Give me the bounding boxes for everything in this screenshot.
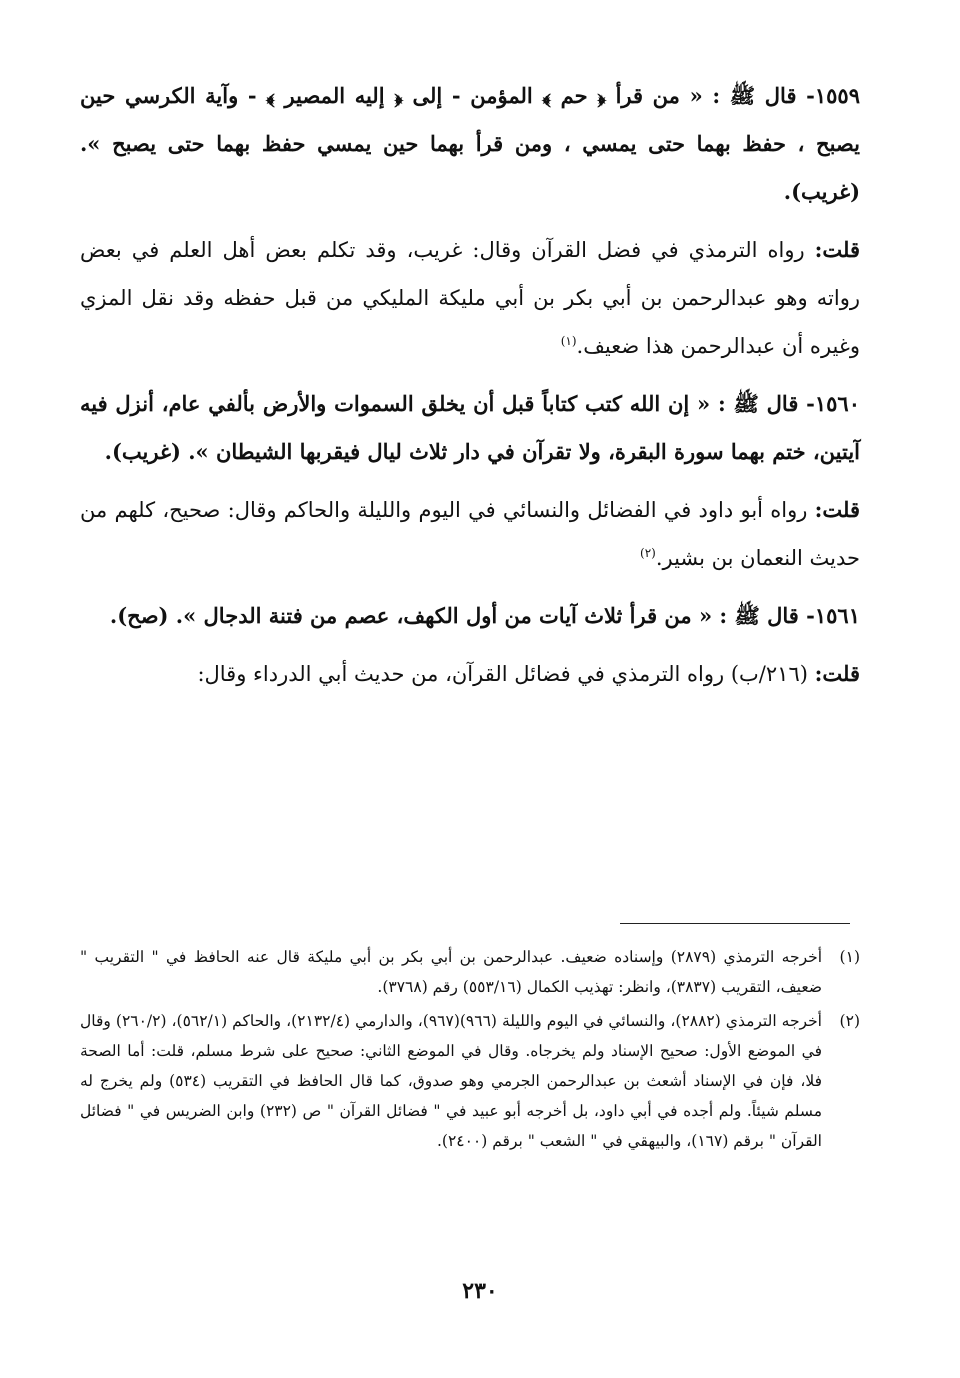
commentary-1559 — [80, 226, 860, 370]
footnote-ref[interactable]: (٢) — [640, 546, 656, 560]
qult-label: قلت: — [814, 497, 860, 522]
qult-label: قلت: — [814, 237, 860, 262]
main-text — [80, 72, 860, 698]
qult-label: قلت: — [814, 661, 860, 686]
footnote-separator — [620, 923, 850, 924]
footnote-text: أخرجه الترمذي (٢٨٨٢)، والنسائي في اليوم والليلة (٩٦٦)(٩٦٧)، والدارمي (٢١٣٢/٤)، والحاكم (٥٦٢/١)، (٢٦٠/٢) وقال في الموضع الأول: صحيح الإسناد ولم يخرجاه. وقال في الموضع الثاني: صحيح على شرط مسلم، قلت: أما الصحة فلا، فإن في الإسناد أشعث بن عبدالرحمن الجرمي وهو صدوق، كما قال الحافظ في التقريب (٥٣٤) ولم يخرج له مسلم شيئاً. ولم أجده في أبي داود، بل أخرجه أبو عبيد في " فضائل القرآن " ص (٢٣٢) وابن الضريس في " فضائل القرآن " برقم (١٦٧)، والبيهقي في " الشعب " برقم (٢٤٠٠). — [80, 1012, 822, 1150]
page-body — [80, 72, 860, 708]
page-number: ٢٣٠ — [462, 1278, 498, 1304]
commentary-1560 — [80, 486, 860, 582]
hadith-1559: ١٥٥٩- قال ﷺ : « من قرأ ﴿ حم ﴾ المؤمن - إلى ﴿ إليه المصير ﴾ - وآية الكرسي حين يصبح ، حفظ بهما حتى يمسي ، ومن قرأ بهما حين يمسي حفظ بهما حتى يصبح ». (غريب). — [80, 83, 860, 204]
footnote-2 — [80, 1006, 860, 1156]
footnote-number: (١) — [839, 948, 860, 966]
commentary-text: (٢١٦/ب) رواه الترمذي في فضائل القرآن، من حديث أبي الدرداء وقال: — [197, 662, 808, 686]
commentary-1561 — [80, 650, 860, 698]
footnote-number: (٢) — [839, 1012, 860, 1030]
hadith-1560: ١٥٦٠- قال ﷺ : « إن الله كتب كتاباً قبل أن يخلق السموات والأرض بألفي عام، أنزل فيه آيتين، ختم بهما سورة البقرة، ولا تقرآن في دار ثلاث ليال فيقربها الشيطان ». (غريب). — [80, 391, 860, 464]
commentary-text: رواه الترمذي في فضل القرآن وقال: غريب، وقد تكلم بعض أهل العلم في بعض رواته وهو عبدالرحمن بن أبي بكر بن أبي مليكة المليكي من قبل حفظه وقد نقل المزي وغيره أن عبدالرحمن هذا ضعيف. — [80, 238, 860, 358]
hadith-1561: ١٥٦١- قال ﷺ : « من قرأ ثلاث آيات من أول الكهف، عصم من فتنة الدجال ». (صح). — [109, 603, 860, 628]
footnote-text: أخرجه الترمذي (٢٨٧٩) وإسناده ضعيف. عبدالرحمن بن أبي بكر بن أبي مليكة قال عنه الحافظ في " التقريب " ضعيف، التقريب (٣٨٣٧)، وانظر: تهذيب الكمال (٥٥٣/١٦) رقم (٣٧٦٨). — [80, 948, 823, 996]
footnotes — [80, 942, 860, 1160]
commentary-text: رواه أبو داود في الفضائل والنسائي في اليوم والليلة والحاكم وقال: صحيح، كلهم من حديث النعمان بن بشير. — [80, 498, 860, 570]
footnote-1 — [80, 942, 860, 1002]
footnote-ref[interactable]: (١) — [560, 334, 577, 348]
